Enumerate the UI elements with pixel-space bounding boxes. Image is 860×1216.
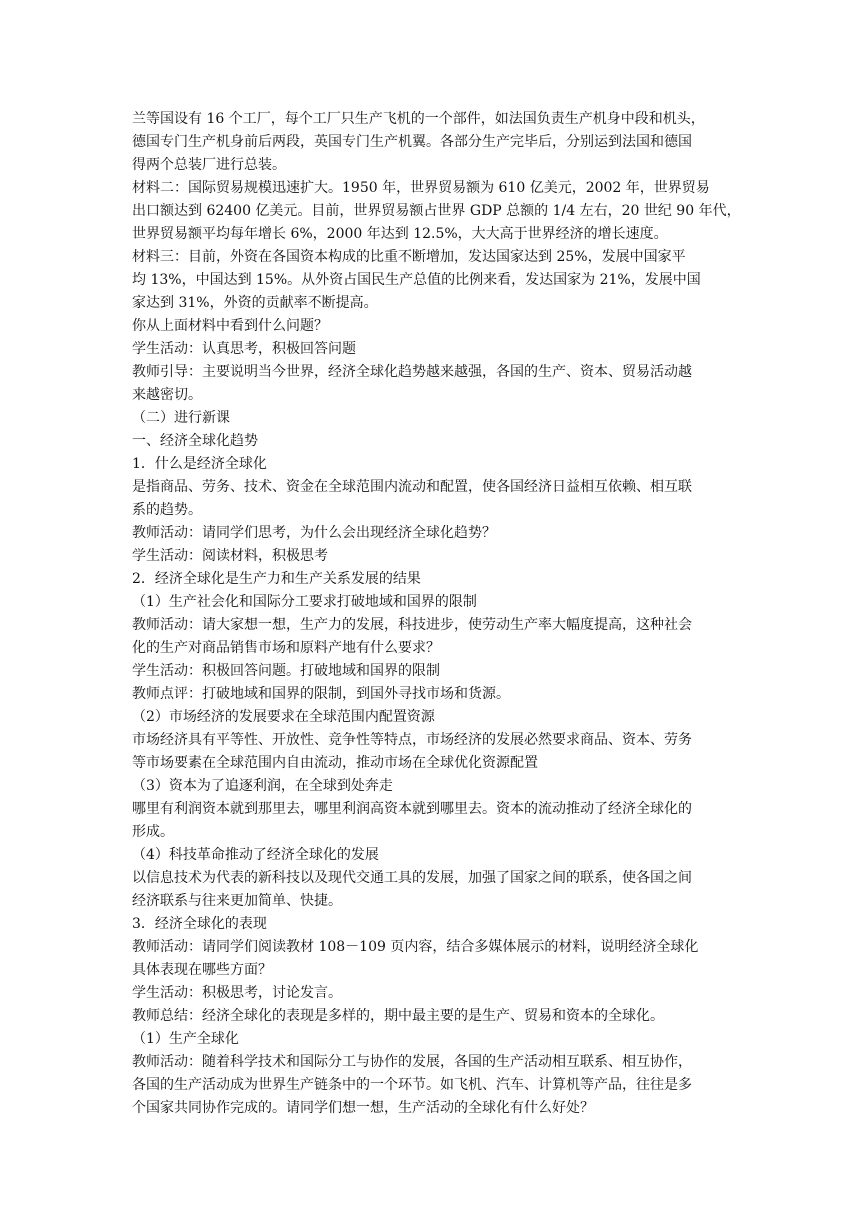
section-heading: （二）进行新课 xyxy=(132,410,230,426)
text-line-20: 学生活动：阅读材料，积极思考 xyxy=(132,548,328,564)
text-line-6: 世界贸易额平均每年增长 6%，2000 年达到 12.5%，大大高于世界经济的增长速度。 xyxy=(132,226,668,242)
point-heading-4: （4）科技革命推动了经济全球化的发展 xyxy=(132,847,379,863)
text-line-39: 学生活动：积极思考，讨论发言。 xyxy=(132,985,342,1001)
text-line-31: 哪里有利润资本就到那里去，哪里利润高资本就到哪里去。资本的流动推动了经济全球化的 xyxy=(132,801,692,817)
text-line-29: 等市场要素在全球范围内自由流动，推动市场在全球优化资源配置 xyxy=(132,755,538,771)
point-heading-5: （1）生产全球化 xyxy=(132,1031,239,1047)
point-heading-1: （1）生产社会化和国际分工要求打破地域和国界的限制 xyxy=(132,594,477,610)
text-line-17: 是指商品、劳务、技术、资金在全球范围内流动和配置，使各国经济日益相互依赖、相互联 xyxy=(132,479,692,495)
text-line-1: 兰等国设有 16 个工厂，每个工厂只生产飞机的一个部件，如法国负责生产机身中段和机头， xyxy=(132,111,705,127)
text-line-12: 教师引导：主要说明当今世界，经济全球化趋势越来越强，各国的生产、资本、贸易活动越 xyxy=(132,364,692,380)
text-line-18: 系的趋势。 xyxy=(132,502,202,518)
text-line-35: 经济联系与往来更加简单、快捷。 xyxy=(132,893,342,909)
text-line-25: 学生活动：积极回答问题。打破地域和国界的限制 xyxy=(132,663,440,679)
text-line-37: 教师活动：请同学们阅读教材 108－109 页内容，结合多媒体展示的材料，说明经济全球化 xyxy=(132,939,699,955)
point-heading-3: （3）资本为了追逐利润，在全球到处奔走 xyxy=(132,778,393,794)
text-line-28: 市场经济具有平等性、开放性、竞争性等特点，市场经济的发展必然要求商品、资本、劳务 xyxy=(132,732,692,748)
text-line-19: 教师活动：请同学们思考，为什么会出现经济全球化趋势？ xyxy=(132,525,496,541)
text-line-34: 以信息技术为代表的新科技以及现代交通工具的发展，加强了国家之间的联系，使各国之间 xyxy=(132,870,692,886)
text-line-3: 得两个总装厂进行总装。 xyxy=(132,157,286,173)
text-line-2: 德国专门生产机身前后两段，英国专门生产机翼。各部分生产完毕后，分别运到法国和德国 xyxy=(132,134,692,150)
text-line-23: 教师活动：请大家想一想，生产力的发展，科技进步，使劳动生产率大幅度提高，这种社会 xyxy=(132,617,692,633)
text-line-13: 来越密切。 xyxy=(132,387,202,403)
text-line-9: 家达到 31%，外资的贡献率不断提高。 xyxy=(132,295,378,311)
subheading-3: 3．经济全球化的表现 xyxy=(132,916,267,932)
text-line-32: 形成。 xyxy=(132,824,174,840)
text-line-4: 材料二：国际贸易规模迅速扩大。1950 年，世界贸易额为 610 亿美元，2002 年，世界贸易 xyxy=(132,180,710,196)
text-line-38: 具体表现在哪些方面？ xyxy=(132,962,272,978)
subheading-2: 2．经济全球化是生产力和生产关系发展的结果 xyxy=(132,571,421,587)
point-heading-2: （2）市场经济的发展要求在全球范围内配置资源 xyxy=(132,709,435,725)
text-line-10: 你从上面材料中看到什么问题？ xyxy=(132,318,328,334)
text-line-7: 材料三：目前，外资在各国资本构成的比重不断增加，发达国家达到 25%，发展中国家平 xyxy=(132,249,686,265)
text-line-8: 均 13%，中国达到 15%。从外资占国民生产总值的比例来看，发达国家为 21%，发展中国 xyxy=(132,272,701,288)
text-line-43: 各国的生产活动成为世界生产链条中的一个环节。如飞机、汽车、计算机等产品，往往是多 xyxy=(132,1077,692,1093)
text-line-24: 化的生产对商品销售市场和原料产地有什么要求？ xyxy=(132,640,440,656)
text-line-44: 个国家共同协作完成的。请同学们想一想，生产活动的全球化有什么好处？ xyxy=(132,1100,594,1116)
text-line-11: 学生活动：认真思考，积极回答问题 xyxy=(132,341,356,357)
topic-heading: 一、经济全球化趋势 xyxy=(132,433,258,449)
text-line-42: 教师活动：随着科学技术和国际分工与协作的发展，各国的生产活动相互联系、相互协作， xyxy=(132,1054,692,1070)
text-line-40: 教师总结：经济全球化的表现是多样的，期中最主要的是生产、贸易和资本的全球化。 xyxy=(132,1008,664,1024)
text-line-5: 出口额达到 62400 亿美元。目前，世界贸易额占世界 GDP 总额的 1/4 左右，20 世纪 90 年代， xyxy=(132,203,741,219)
text-line-26: 教师点评：打破地域和国界的限制，到国外寻找市场和货源。 xyxy=(132,686,510,702)
subheading-1: 1．什么是经济全球化 xyxy=(132,456,267,472)
document-page xyxy=(132,108,741,1120)
